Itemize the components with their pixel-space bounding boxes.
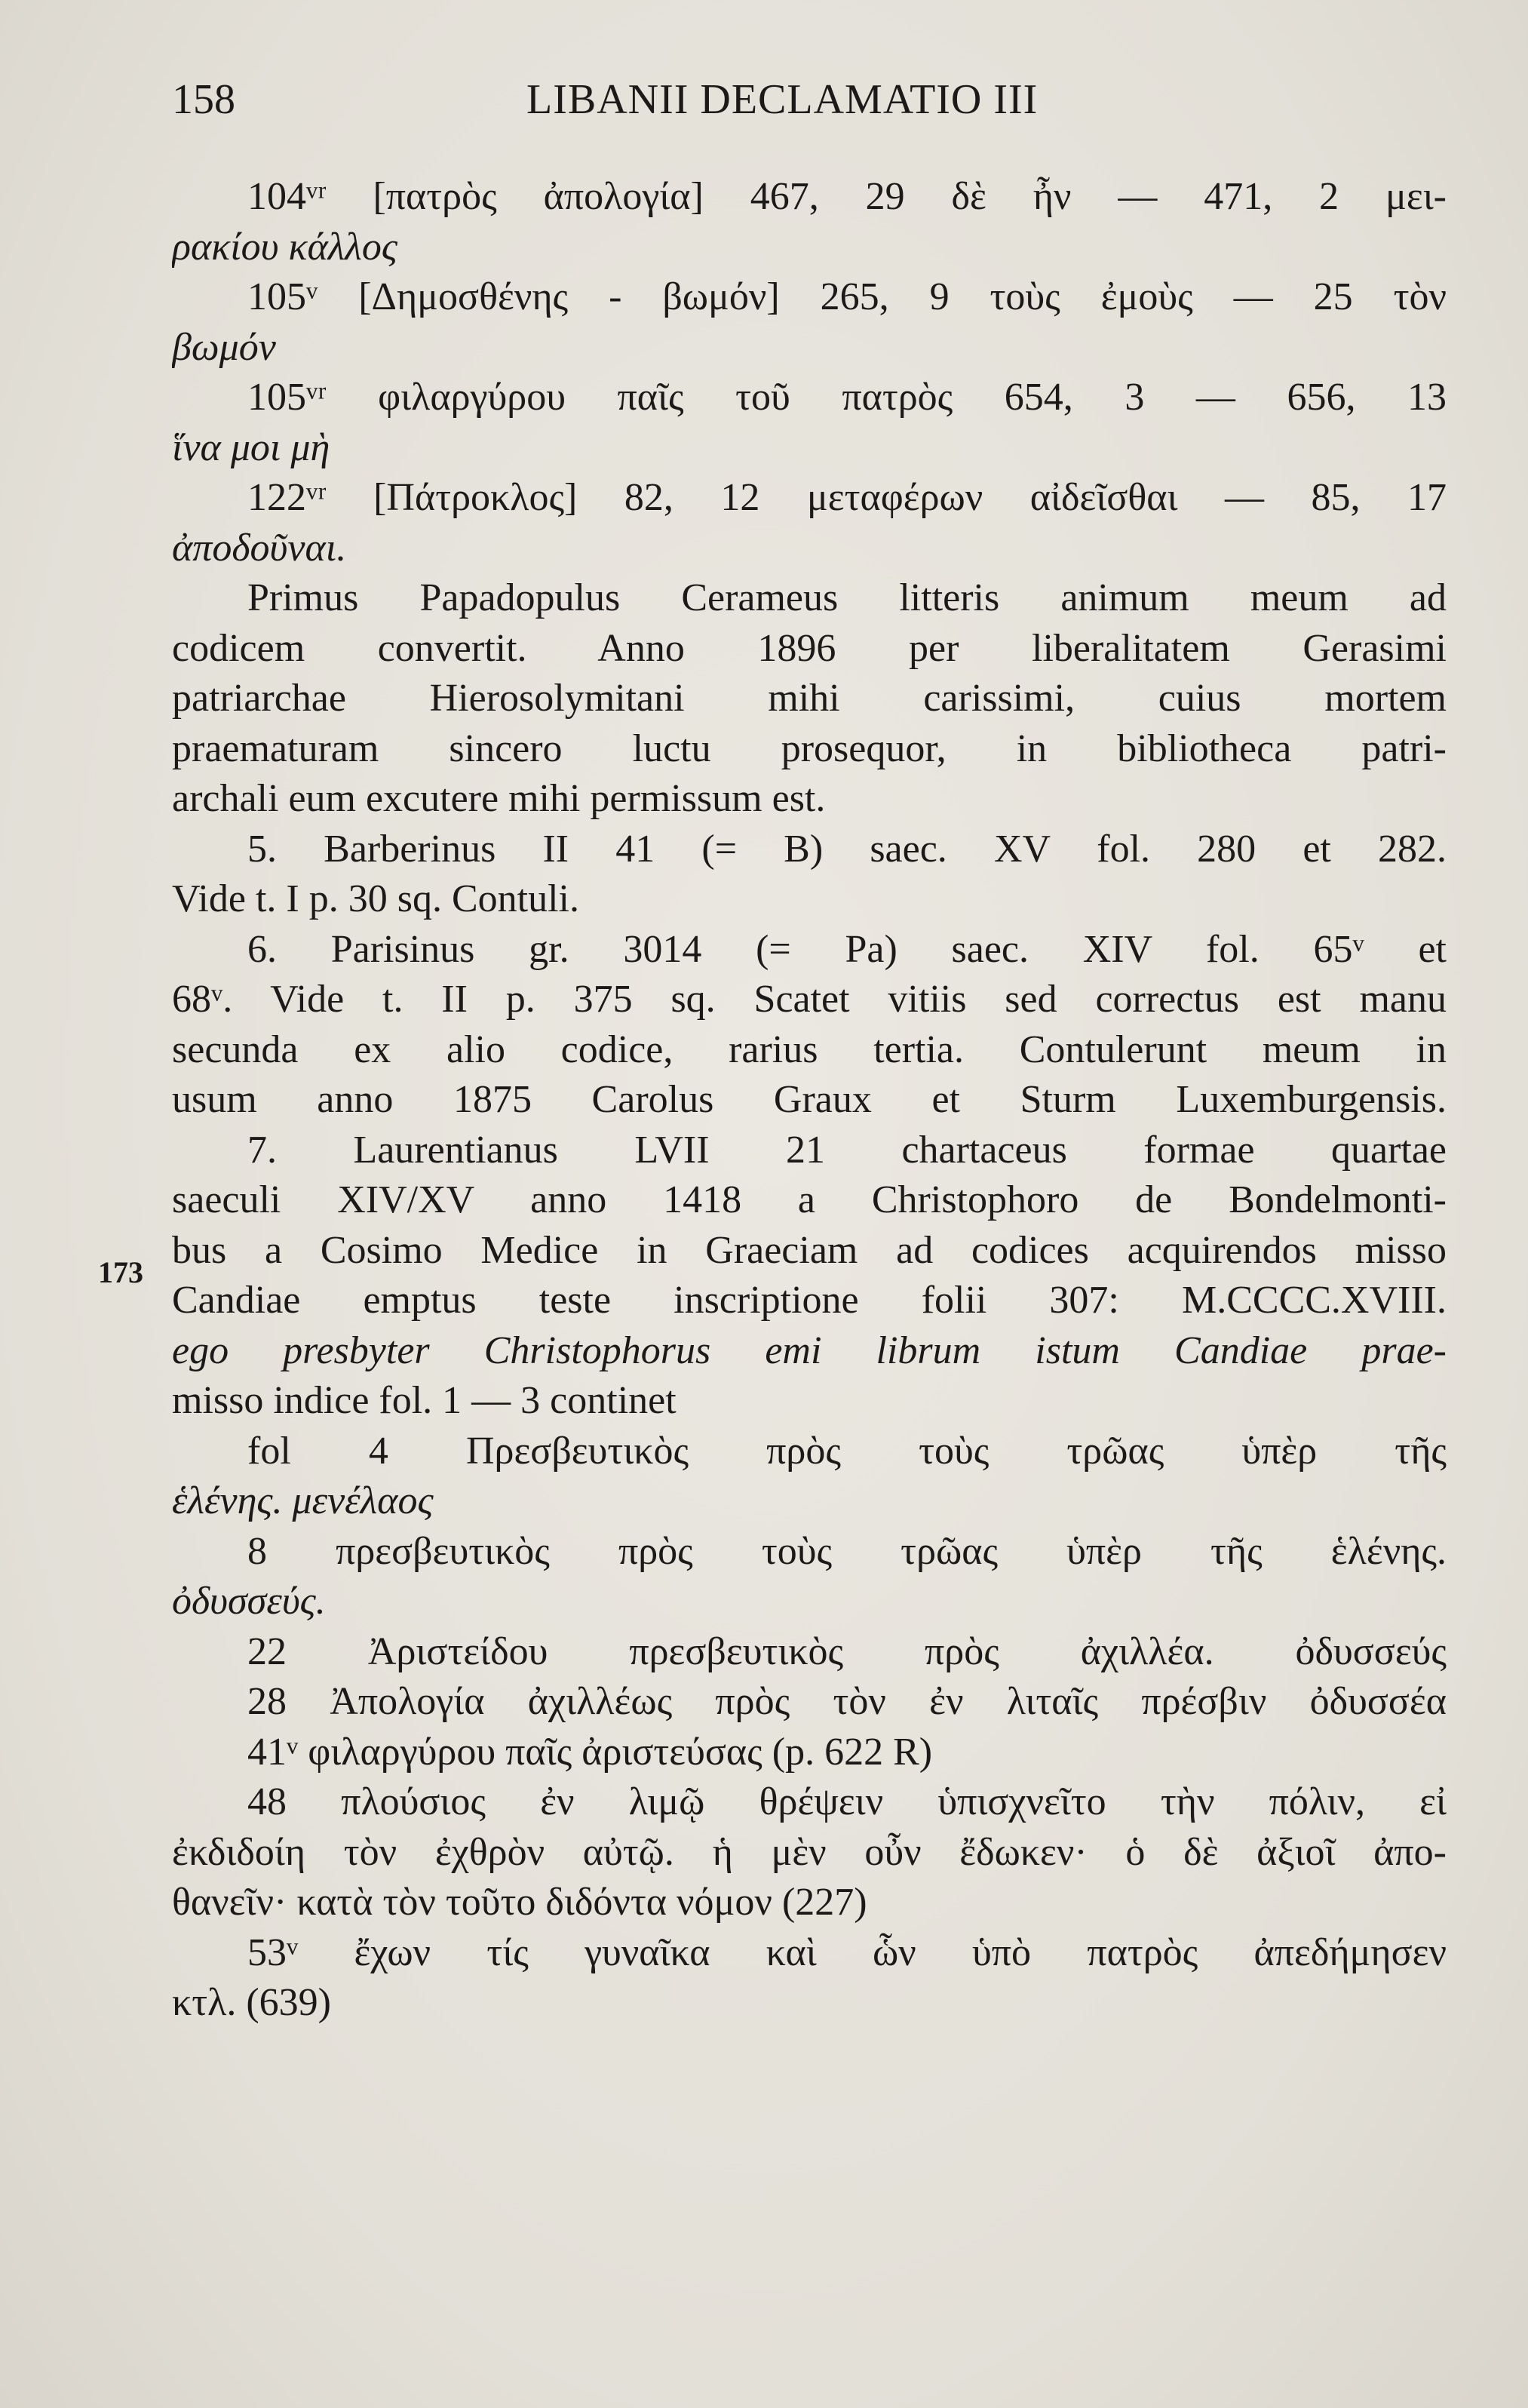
text-line: secunda ex alio codice, rarius tertia. Contulerunt meum in: [172, 1027, 1447, 1071]
text-line: 53ᵛ ἔχων τίς γυναῖκα καὶ ὧν ὑπὸ πατρὸς ἀπεδήμησεν: [247, 1930, 1447, 1974]
text-line: 28 Ἀπολογία ἀχιλλέως πρὸς τὸν ἐν λιταῖς πρέσβιν ὀδυσσέα: [247, 1680, 1447, 1723]
text-line: codicem convertit. Anno 1896 per liberalitatem Gerasimi: [172, 626, 1447, 670]
text-line: 6. Parisinus gr. 3014 (= Pa) saec. XIV fol. 65ᵛ et: [247, 927, 1447, 971]
text-line: 68ᵛ. Vide t. II p. 375 sq. Scatet vitiis sed correctus est manu: [172, 978, 1447, 1021]
text-line: Primus Papadopulus Cerameus litteris animum meum ad: [247, 576, 1447, 619]
text-line: 5. Barberinus II 41 (= B) saec. XV fol. 280 et 282.: [247, 827, 1447, 871]
text-body: [172, 172, 1447, 2029]
text-line: θανεῖν· κατὰ τὸν τοῦτο διδόντα νόμον (227): [172, 1881, 867, 1924]
text-line: misso indice fol. 1 — 3 continet: [172, 1379, 677, 1422]
text-line: βωμόν: [172, 325, 276, 369]
text-line: ἑλένης. μενέλαος: [172, 1479, 434, 1522]
text-line: ego presbyter Christophorus emi librum istum Candiae prae-: [172, 1328, 1447, 1372]
text-line: Candiae emptus teste inscriptione folii 307: M.CCCC.XVIII.: [172, 1279, 1447, 1322]
text-line: 122ᵛʳ [Πάτροκλος] 82, 12 μεταφέρων αἰδεῖσθαι — 85, 17: [247, 476, 1447, 519]
text-line: fol 4 Πρεσβευτικὸς πρὸς τοὺς τρῶας ὑπὲρ τῆς: [247, 1429, 1447, 1473]
text-line: 41ᵛ φιλαργύρου παῖς ἀριστεύσας (p. 622 R): [247, 1730, 933, 1774]
text-line: ὀδυσσεύς.: [172, 1580, 326, 1623]
text-line: bus a Cosimo Medice in Graeciam ad codices acquirendos misso: [172, 1228, 1447, 1272]
text-line: 8 πρεσβευτικὸς πρὸς τοὺς τρῶας ὑπὲρ τῆς ἑλένης.: [247, 1529, 1447, 1573]
text-line: archali eum excutere mihi permissum est.: [172, 777, 826, 820]
text-line: ρακίου κάλλος: [172, 225, 397, 269]
text-line: patriarchae Hierosolymitani mihi carissimi, cuius mortem: [172, 677, 1447, 720]
running-title: LIBANII DECLAMATIO III: [526, 76, 1039, 123]
text-line: 48 πλούσιος ἐν λιμῷ θρέψειν ὑπισχνεῖτο τὴν πόλιν, εἰ: [247, 1780, 1447, 1823]
text-line: ἀποδοῦναι.: [172, 526, 347, 570]
text-line: usum anno 1875 Carolus Graux et Sturm Luxemburgensis.: [172, 1078, 1447, 1121]
text-line: 22 Ἀριστείδου πρεσβευτικὸς πρὸς ἀχιλλέα. ὀδυσσεύς: [247, 1629, 1447, 1673]
text-line: ἐκδιδοίη τὸν ἐχθρὸν αὐτῷ. ἡ μὲν οὖν ἔδωκεν· ὁ δὲ ἀξιοῖ ἀπο-: [172, 1830, 1447, 1874]
page-number: 158: [172, 76, 235, 123]
text-line: praematuram sincero luctu prosequor, in bibliotheca patri-: [172, 726, 1447, 770]
text-line: Vide t. I p. 30 sq. Contuli.: [172, 877, 579, 920]
text-line: 7. Laurentianus LVII 21 chartaceus formae quartae: [247, 1128, 1447, 1172]
text-line: 104ᵛʳ [πατρὸς ἀπολογία] 467, 29 δὲ ἦν — 471, 2 μει-: [247, 175, 1447, 218]
page-header: [172, 69, 1447, 130]
text-line: saeculi XIV/XV anno 1418 a Christophoro de Bondelmonti-: [172, 1178, 1447, 1221]
text-line: κτλ. (639): [172, 1981, 331, 2024]
margin-note: 173: [98, 1255, 143, 1289]
text-line: 105ᵛʳ φιλαργύρου παῖς τοῦ πατρὸς 654, 3 — 656, 13: [247, 376, 1447, 419]
text-line: 105ᵛ [Δημοσθένης - βωμόν] 265, 9 τοὺς ἐμοὺς — 25 τὸν: [247, 275, 1447, 318]
text-line: ἵνα μοι μὴ: [172, 425, 330, 469]
